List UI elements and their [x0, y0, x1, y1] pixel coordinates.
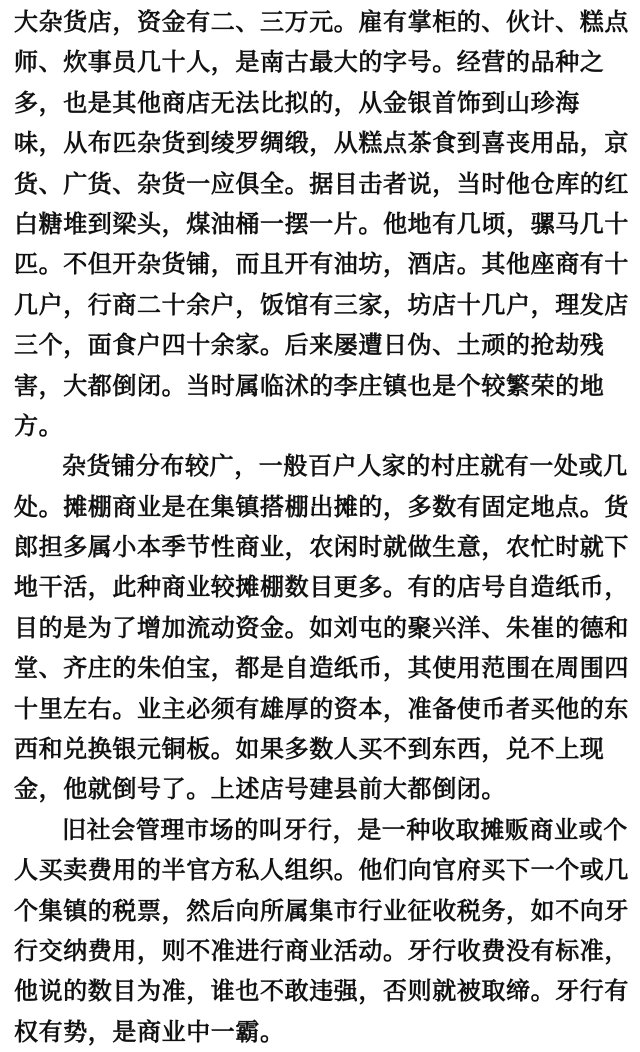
- text-line: 西和兑换银元铜板。如果多数人买不到东西，兑不上现: [14, 734, 605, 764]
- text-line: 地干活，此种商业较摊棚数目更多。有的店号自造纸币，: [14, 572, 629, 602]
- text-line: 个集镇的税票，然后向所属集市行业征收税务，如不向牙: [14, 895, 629, 925]
- text-line: 旧社会管理市场的叫牙行，是一种收取摊贩商业或个: [62, 814, 628, 844]
- text-line: 堂、齐庄的朱伯宝，都是自造纸币，其使用范围在周围四: [14, 653, 629, 683]
- text-line: 方。: [14, 410, 64, 440]
- text-line: 三个，面食户四十余家。后来屡遭日伪、土顽的抢劫残: [14, 330, 605, 360]
- text-line: 货、广货、杂货一应俱全。据目击者说，当时他仓库的红: [14, 168, 629, 198]
- text-line: 杂货铺分布较广，一般百户人家的村庄就有一处或几: [62, 451, 628, 481]
- text-line: 师、炊事员几十人，是南古最大的字号。经营的品种之: [14, 47, 605, 77]
- paragraph-1: [14, 2, 632, 446]
- text-line: 郎担多属小本季节性商业，农闲时就做生意，农忙时就下: [14, 532, 629, 562]
- text-line: 行交纳费用，则不准进行商业活动。牙行收费没有标准，: [14, 935, 629, 965]
- text-line: 味，从布匹杂货到绫罗绸缎，从糕点茶食到喜丧用品，京: [14, 128, 629, 158]
- text-line: 权有势，是商业中一霸。: [14, 1016, 285, 1046]
- text-line: 多，也是其他商店无法比拟的，从金银首饰到山珍海: [14, 87, 580, 117]
- text-line: 大杂货店，资金有二、三万元。雇有掌柜的、伙计、糕点: [14, 7, 629, 36]
- text-line: 几户，行商二十余户，饭馆有三家，坊店十几户，理发店: [14, 289, 629, 319]
- text-line: 目的是为了增加流动资金。如刘屯的聚兴洋、朱崔的德和: [14, 612, 629, 642]
- text-line: 他说的数目为准，谁也不敢违强，否则就被取缔。牙行有: [14, 976, 629, 1006]
- text-line: 害，大都倒闭。当时属临沭的李庄镇也是个较繁荣的地: [14, 370, 605, 400]
- text-line: 白糖堆到梁头，煤油桶一摆一片。他地有几顷，骡马几十: [14, 208, 629, 238]
- paragraph-2: [14, 446, 632, 810]
- text-line: 匹。不但开杂货铺，而且开有油坊，酒店。其他座商有十: [14, 249, 629, 279]
- text-line: 人买卖费用的半官方私人组织。他们向官府买下一个或几: [14, 855, 629, 885]
- text-line: 金，他就倒号了。上述店号建县前大都倒闭。: [14, 774, 506, 804]
- paragraph-3: [14, 810, 632, 1052]
- text-line: 处。摊棚商业是在集镇搭棚出摊的，多数有固定地点。货: [14, 491, 629, 521]
- text-line: 十里左右。业主必须有雄厚的资本，准备使币者买他的东: [14, 693, 629, 723]
